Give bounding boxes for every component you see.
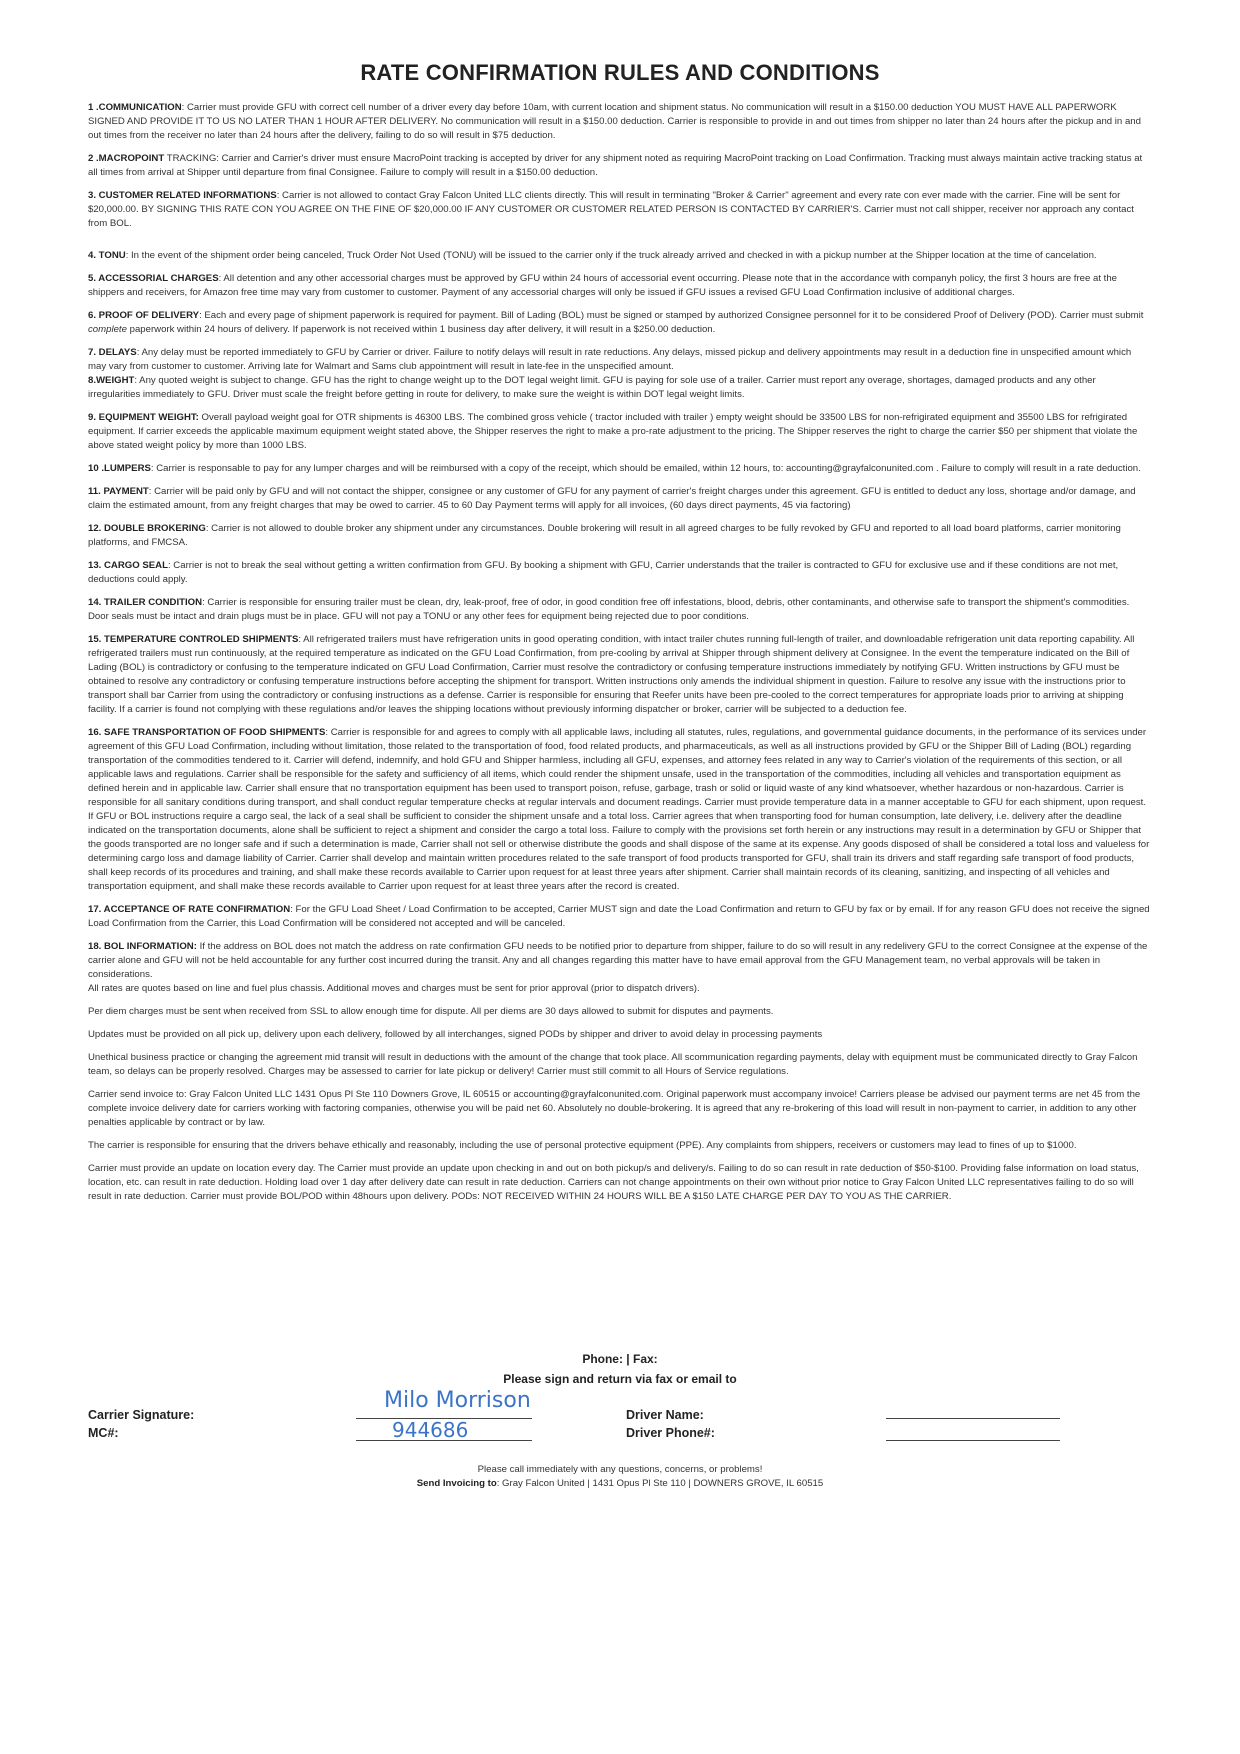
rule-bol-information: 18. BOL INFORMATION: If the address on BOL does not match the address on rate confirmation GFU needs to be notified prior to departure from shipper, failure to do so will result in any redelivery GFU to the correct Consignee at the expense of the carrier alone and GFU will not be held accountable for any further cost incurred during the transit. Any and all changes regarding this matter have to have email approval from the GFU Management team, no verbal approvals will be taken in considerations.	[88, 941, 1148, 980]
note-location-updates: Carrier must provide an update on location every day. The Carrier must provide an update upon checking in and out on both pickup/s and delivery/s. Failing to do so can result in rate deduction of $50-$100. Providing false information on load status, location, etc. can result in rate deduction. Holding load over 1 day after delivery date can result in rate deduction. Carriers can not change appointments on their own without prior notice to Gray Falcon United LLC representatives failing to do so will result in rate deduction. Carrier must provide BOL/POD within 48hours upon delivery. PODs: NOT RECEIVED WITHIN 24 HOURS WILL BE A $150 LATE CHARGE PER DAY TO YOU AS THE CARRIER.	[88, 1163, 1139, 1202]
note-driver-behavior: The carrier is responsible for ensuring that the drivers behave ethically and reasonably, including the use of personal protective equipment (PPE). Any complaints from shippers, receivers or customers may lead to fines of up to $1000.	[88, 1140, 1077, 1151]
note-unethical-practice: Unethical business practice or changing the agreement mid transit will result in deductions with the amount of the change that took place. All scommunication regarding payments, delay with equipment must be communicated directly to Gray Falcon team, so delays can be properly resolved. Charges may be assessed to carrier for late pickup or delivery! Carrier must still commit to all Hours of Service regulations.	[88, 1052, 1138, 1077]
rule-trailer-condition: 14. TRAILER CONDITION: Carrier is responsible for ensuring trailer must be clean, dry, leak-proof, free of odor, in good condition free off infestations, blood, debris, other contaminants, and otherwise safe to transport the shipment's commodities. Door seals must be intact and drain plugs must be in place. GFU will not pay a TONU or any other fees for equipment being rejected due to poor conditions.	[88, 597, 1130, 622]
rule-accessorial: 5. ACCESSORIAL CHARGES: All detention and any other accessorial charges must be approved by GFU within 24 hours of accessorial event occurring. Please note that in the accordance with companyh policy, the first 3 hours are free at the shippers and receivers, for Amazon free time may vary from customer to customer. Payment of any accessorial charges will only be issued if GFU issues a revised GFU Load Confirmation inclusive of additional charges.	[88, 273, 1118, 298]
note-updates: Updates must be provided on all pick up, delivery upon each delivery, followed by all interchanges, signed PODs by shipper and driver to avoid delay in processing payments	[88, 1029, 823, 1040]
invoicing-address: : Gray Falcon United | 1431 Opus Pl Ste 110 | DOWNERS GROVE, IL 60515	[496, 1478, 824, 1489]
note-per-diem: Per diem charges must be sent when received from SSL to allow enough time for dispute. All per diems are 30 days allowed to submit for disputes and payments.	[88, 1006, 774, 1017]
rule-payment: 11. PAYMENT: Carrier will be paid only by GFU and will not contact the shipper, consignee or any customer of GFU for any payment of carrier's freight charges under this agreement. GFU is entitled to deduct any loss, shortage and/or damage, and claim the estimated amount, from any freight charges that may be owed to carrier. 45 to 60 Day Payment terms will apply for all invoices, (60 days direct payments, 45 via factoring)	[88, 486, 1136, 511]
rule-communication: 1 .COMMUNICATION: Carrier must provide GFU with correct cell number of a driver every day before 10am, with current location and shipment status. No communication will result in a $150.00 deduction YOU MUST HAVE ALL PAPERWORK SIGNED AND PROVIDE IT TO US NO LATER THAN 1 HOUR AFTER DELIVERY. No communication will result in a $150.00 deduction. Carrier is responsible to provide in and out times from shipper no later than 24 hours after the pickup and in and out times from the receiver no later than 24 hours after the delivery, failing to do so will result in $75 deduction.	[88, 102, 1141, 141]
driver-name-label: Driver Name:	[626, 1408, 704, 1422]
driver-phone-label: Driver Phone#:	[626, 1426, 715, 1440]
rule-lumpers: 10 .LUMPERS: Carrier is responsable to pay for any lumper charges and will be reimbursed with a copy of the receipt, which should be emailed, within 12 hours, to: accounting@grayfalconunited.com . Failure to comply will result in a rate deduction.	[88, 463, 1141, 474]
mc-value[interactable]: 944686	[392, 1418, 469, 1442]
phone-fax-line: Phone: | Fax:	[582, 1352, 658, 1366]
mc-label: MC#:	[88, 1426, 119, 1440]
rule-weight: 8.WEIGHT: Any quoted weight is subject to change. GFU has the right to change weight up to the DOT legal weight limit. GFU is paying for sole use of a trailer. Carrier must report any overage, shortages, damaged products and any other irregularities immediately to GFU. Driver must scale the freight before getting in route for delivery, to make sure the weight is within DOT legal weight limits.	[88, 375, 1096, 400]
note-rates: All rates are quotes based on line and fuel plus chassis. Additional moves and charges must be sent for prior approval (prior to dispatch drivers).	[88, 983, 700, 994]
rule-delays: 7. DELAYS: Any delay must be reported immediately to GFU by Carrier or driver. Failure to notify delays will result in rate reductions. Any delays, missed pickup and delivery appointments may result in a deduction fine in unspecified amount which may vary from customer to customer. Arriving late for Walmart and Sams club appointment will result in late-fee in the unspecified amount.	[88, 347, 1132, 372]
rules-list	[88, 101, 1150, 1213]
rule-customer-info: 3. CUSTOMER RELATED INFORMATIONS: Carrier is not allowed to contact Gray Falcon United LLC clients directly. This will result in terminating "Broker & Carrier" agreement and every rate con ever made with the carrier. Fine will be sent for $20,000.00. BY SIGNING THIS RATE CON YOU AGREE ON THE FINE OF $20,000.00 IF ANY CUSTOMER OR CUSTOMER RELATED PERSON IS CONTACTED BY CARRIER'S. Carrier must not call shipper, receiver nor approach any contact from BOL.	[88, 190, 1134, 229]
rule-macropoint: 2 .MACROPOINT TRACKING: Carrier and Carrier's driver must ensure MacroPoint tracking is accepted by driver for any shipment noted as requiring MacroPoint tracking on Load Confirmation. Tracking must always maintain active tracking status at all times from arrival at Shipper until departure from final Consignee. Failure to comply will result in a $150.00 deduction.	[88, 153, 1143, 178]
rule-tonu: 4. TONU: In the event of the shipment order being canceled, Truck Order Not Used (TONU) will be issued to the carrier only if the truck already arrived and checked in with a pickup number at the Shipper location at the time of cancelation.	[88, 250, 1097, 261]
rule-food-safety: 16. SAFE TRANSPORTATION OF FOOD SHIPMENTS: Carrier is responsible for and agrees to comply with all applicable laws, including all statutes, rules, regulations, and governmental guidance documents, in the performance of its services under agreement of this GFU Load Confirmation, including without limitation, those related to the transportation of food, food related products, and pharmaceuticals, as well as all instructions provided by GFU or the Shipper Bill of Lading (BOL) regarding transportation of the commodities tendered to it. Carrier will defend, indemnify, and hold GFU and Shipper harmless, including all GFU, expenses, and attorney fees related in any way to Carrier's violation of the requirements of this section, or all applicable laws and regulations. Carrier shall be responsible for the safety and sufficiency of all items, which could render the shipment unsafe, used in the transportation of the commodities, including all vehicles and transportation equipment as defined herein and in applicable law. Carrier shall ensure that no transportation equipment has been used to transport poison, refuse, garbage, trash or solid or liquid waste of any kind whatsoever, whether hazardous or non-hazardous. Carrier is responsible for all sanitary conditions during transport, and shall conduct regular temperature checks at regular intervals and document readings. Carrier must provide temperature data in a manner acceptable to GFU for each shipment, upon request. If GFU or BOL instructions require a cargo seal, the lack of a seal shall be sufficient to consider the shipment unsafe and a total loss. Carrier agrees that when transporting food for human consumption, late delivery, i.e. delivery after the deadline indicated on the transportation documents, alone shall be sufficient to reject a shipment and consider the cargo a total loss. Failure to comply with the provisions set forth herein or any instructions may result in a determination by GFU or Shipper that the goods transported are no longer safe and if such a determination is made, Carrier shall not sell or otherwise distribute the goods and shall dispose of the same at its expense. Any goods disposed of shall be considered a total loss and valueless for determining cargo loss and damage liability of Carrier. Carrier shall develop and maintain written procedures related to the safe transport of food products transported for GFU, shall train its drivers and staff regarding safe transport of food products, shall keep records of its procedures and training, and shall make these records available to Carrier upon request for at least three years after shipment. Carrier shall maintain records of its cleaning, sanitizing, and inspecting of all vehicles and transportation equipment, and shall make these records available to Carrier upon request for at least three years after the record is created.	[88, 727, 1150, 892]
driver-phone-line[interactable]	[886, 1440, 1060, 1441]
mc-line	[356, 1440, 532, 1441]
note-invoice: Carrier send invoice to: Gray Falcon United LLC 1431 Opus Pl Ste 110 Downers Grove, IL 60515 or accounting@grayfalconunited.com. Original paperwork must accompany invoice! Carriers please be advised our payment terms are net 45 from the complete invoice delivery date for carriers working with factoring companies, otherwise you will be paid net 60. Absolutely no double-brokering. It is agreed that any re-brokering of this load will result in non-payment to carrier, in addition to any other penalties applicable by contract or by law.	[88, 1089, 1141, 1128]
rule-proof-of-delivery: 6. PROOF OF DELIVERY: Each and every page of shipment paperwork is required for payment. Bill of Lading (BOL) must be signed or stamped by authorized Consignee personnel for it to be considered Proof of Delivery (POD). Carrier must submit complete paperwork within 24 hours of delivery. If paperwork is not received within 1 business day after delivery, it will result in a $250.00 deduction.	[88, 310, 1144, 335]
rule-acceptance: 17. ACCEPTANCE OF RATE CONFIRMATION: For the GFU Load Sheet / Load Confirmation to be accepted, Carrier MUST sign and date the Load Confirmation and return to GFU by fax or by email. If for any reason GFU does not receive the signed Load Confirmation from the Carrier, this Load Confirmation will be considered not accepted and will be canceled.	[88, 904, 1150, 929]
rule-temperature-controlled: 15. TEMPERATURE CONTROLED SHIPMENTS: All refrigerated trailers must have refrigeration units in good operating condition, with intact trailer chutes running full-length of trailer, and downloadable refrigeration unit data reporting capability. All refrigerated trailers must run continuously, at the required temperature as indicated on the GFU Load Confirmation, from pre-cooling by arrival at Shipper through shipment delivery at Consignee. In the event the temperature indicated on the Bill of Lading (BOL) is contradictory or confusing to the temperature indicated on GFU Load Confirmation, Carrier must resolve the contradictory or confusing temperature instructions immediately by notifying GFU. Written instructions by GFU must be obtained to resolve any contradictory or confusing temperature instructions before accepting the shipment for transport. Written instructions only amends the individual shipment in question. Failure to resolve any issue with the instructions prior to transport shall bar Carrier from using the contradictory or confusing instructions as a defense. Carrier is responsible for ensuring that Reefer units have been pre-cooled to the correct temperatures for appropriate loads prior to arriving at shipping facility. If a carrier is found not complying with these regulations and/or leaves the shipping locations without previously informing dispatcher or broker, carrier will be subjected to a deduction fee.	[88, 634, 1135, 715]
driver-name-line[interactable]	[886, 1418, 1060, 1419]
carrier-signature-label: Carrier Signature:	[88, 1408, 195, 1422]
footer-call-text: Please call immediately with any questions, concerns, or problems!	[477, 1464, 763, 1475]
return-instruction: Please sign and return via fax or email to	[503, 1372, 737, 1386]
rule-double-brokering: 12. DOUBLE BROKERING: Carrier is not allowed to double broker any shipment under any circumstances. Double brokering will result in all agreed charges to be fully revoked by GFU and reported to all load board platforms, carrier monitoring platforms, and FMCSA.	[88, 523, 1121, 548]
rule-equipment-weight: 9. EQUIPMENT WEIGHT: Overall payload weight goal for OTR shipments is 46300 LBS. The combined gross vehicle ( tractor included with trailer ) empty weight should be 33500 LBS for non-refrigirated equipment and 35500 LBS for refrigirated equipment. If carrier exceeds the applicable maximum equipment weight stated above, the Shipper reserves the right to make a pro-rate adjustment to the pricing. The Shipper reserves the right to charge the carrier $50 per shipment that violate the above stated weight policy by more than 1000 LBS.	[88, 412, 1138, 451]
footer-invoicing	[0, 1478, 1240, 1489]
rule-cargo-seal: 13. CARGO SEAL: Carrier is not to break the seal without getting a written confirmation from GFU. By booking a shipment with GFU, Carrier understands that the trailer is contracted to GFU for exclusive use and if these conditions are not met, deductions could apply.	[88, 560, 1119, 585]
invoicing-label: Send Invoicing to	[416, 1478, 497, 1489]
document-title: RATE CONFIRMATION RULES AND CONDITIONS	[360, 60, 880, 85]
carrier-signature-value[interactable]: Milo Morrison	[384, 1388, 531, 1413]
